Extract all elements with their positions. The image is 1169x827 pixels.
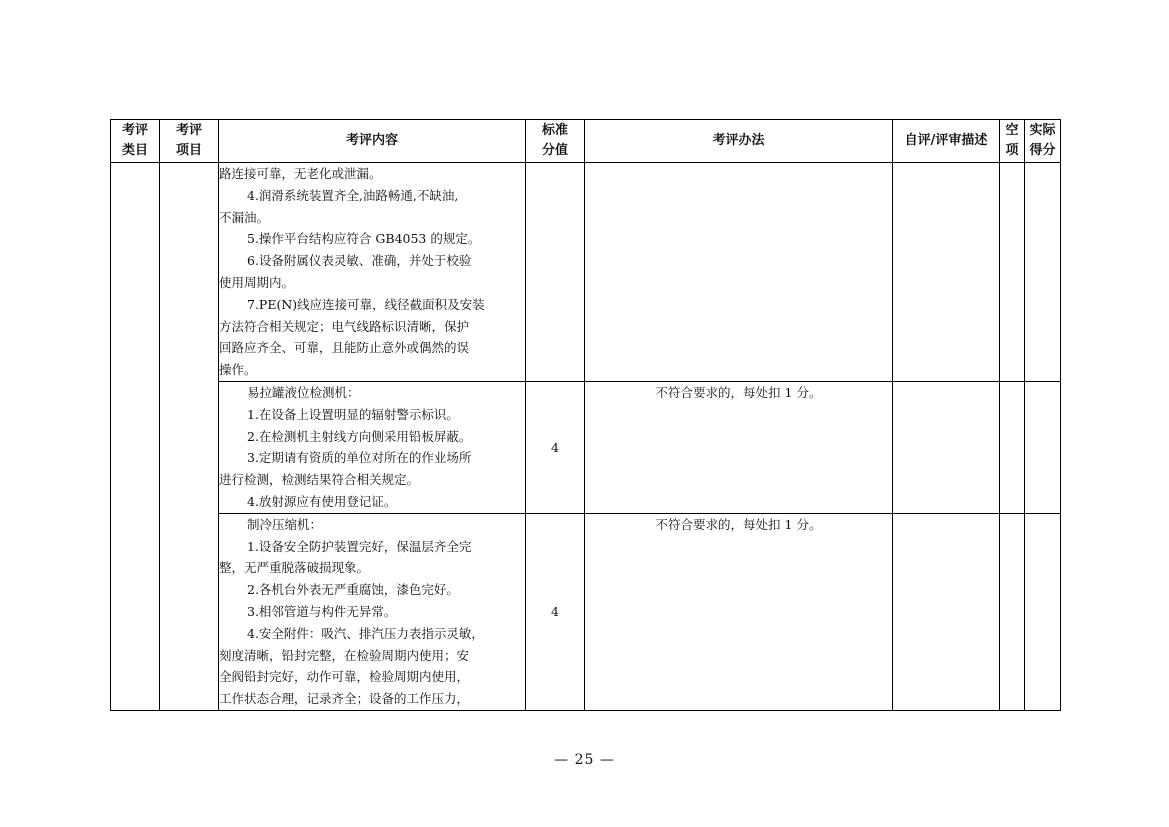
header-actual-score-line1: 实际 (1029, 123, 1056, 138)
method-text: 不符合要求的，每处扣 1 分。 (655, 384, 822, 400)
method-cell (585, 513, 893, 710)
header-standard-score-line1: 标准 (541, 123, 568, 138)
content-cell (219, 381, 526, 513)
content-line: 进行检测，检测结果符合相关规定。 (219, 472, 420, 488)
content-line: 制冷压缩机： (247, 516, 323, 532)
score-cell (526, 163, 585, 382)
content-line: 方法符合相关规定；电气线路标识清晰，保护 (219, 318, 470, 334)
content-cell (219, 163, 526, 382)
actual-score-cell (1025, 513, 1061, 710)
content-line: 3.定期请有资质的单位对所在的作业场所 (247, 450, 472, 466)
content-line: 刻度清晰，铅封完整，在检验周期内使用；安 (219, 647, 470, 663)
content-line: 4.润滑系统装置齐全,油路畅通,不缺油, (247, 187, 459, 203)
empty-item-cell (1000, 381, 1025, 513)
header-item (160, 120, 219, 163)
header-empty-item-line1: 空 (1005, 123, 1019, 138)
category-cell (111, 163, 160, 711)
empty-item-cell (1000, 513, 1025, 710)
content-line: 2.在检测机主射线方向侧采用铅板屏蔽。 (247, 428, 472, 444)
header-category (111, 120, 160, 163)
actual-score-cell (1025, 163, 1061, 382)
header-empty-item (1000, 120, 1025, 163)
page-number: — 25 — (554, 752, 615, 768)
content-line: 1.在设备上设置明显的辐射警示标识。 (247, 406, 459, 422)
content-line: 7.PE(N)线应连接可靠，线径截面积及安装 (247, 296, 485, 312)
header-method: 考评办法 (585, 120, 893, 163)
self-review-cell (893, 513, 1000, 710)
header-standard-score (526, 120, 585, 163)
header-actual-score-line2: 得分 (1029, 143, 1056, 158)
empty-item-cell (1000, 163, 1025, 382)
method-text: 不符合要求的，每处扣 1 分。 (655, 516, 822, 532)
content-line: 2.各机台外表无严重腐蚀，漆色完好。 (247, 582, 459, 598)
header-item-line2: 项目 (175, 143, 202, 158)
header-empty-item-line2: 项 (1005, 143, 1019, 158)
self-review-cell (893, 381, 1000, 513)
content-cell (219, 513, 526, 710)
header-category-line2: 类目 (121, 143, 148, 158)
content-line: 3.相邻管道与构件无异常。 (247, 603, 397, 619)
content-line: 6.设备附属仪表灵敏、准确，并处于校验 (247, 253, 472, 269)
content-line: 4.放射源应有使用登记证。 (247, 493, 397, 509)
table-row (111, 513, 1061, 710)
content-line: 整，无严重脱落破损现象。 (219, 560, 370, 576)
item-cell (160, 163, 219, 711)
content-line: 不漏油。 (219, 209, 270, 225)
method-cell (585, 381, 893, 513)
header-item-line1: 考评 (175, 123, 202, 138)
content-line: 全阀铅封完好，动作可靠，检验周期内使用， (219, 669, 470, 685)
header-content: 考评内容 (219, 120, 526, 163)
table-row (111, 163, 1061, 382)
header-category-line1: 考评 (121, 123, 148, 138)
content-line: 回路应齐全、可靠，且能防止意外或偶然的误 (219, 340, 470, 356)
header-row (111, 120, 1061, 163)
content-line: 工作状态合理，记录齐全；设备的工作压力， (219, 691, 470, 707)
content-line: 操作。 (219, 362, 257, 378)
header-actual-score (1025, 120, 1061, 163)
score-cell: 4 (526, 513, 585, 710)
content-line: 路连接可靠，无老化或泄漏。 (219, 166, 382, 181)
content-line: 5.操作平台结构应符合 GB4053 的规定。 (247, 231, 481, 247)
header-standard-score-line2: 分值 (541, 143, 568, 158)
score-cell: 4 (526, 381, 585, 513)
self-review-cell (893, 163, 1000, 382)
content-line: 4.安全附件：吸汽、排汽压力表指示灵敏， (247, 625, 484, 641)
actual-score-cell (1025, 381, 1061, 513)
content-line: 使用周期内。 (219, 274, 295, 290)
content-line: 1.设备安全防护装置完好，保温层齐全完 (247, 538, 472, 554)
header-self-review: 自评/评审描述 (893, 120, 1000, 163)
method-cell (585, 163, 893, 382)
table-row (111, 381, 1061, 513)
assessment-table (110, 119, 1061, 711)
content-line: 易拉罐液位检测机： (247, 384, 360, 400)
